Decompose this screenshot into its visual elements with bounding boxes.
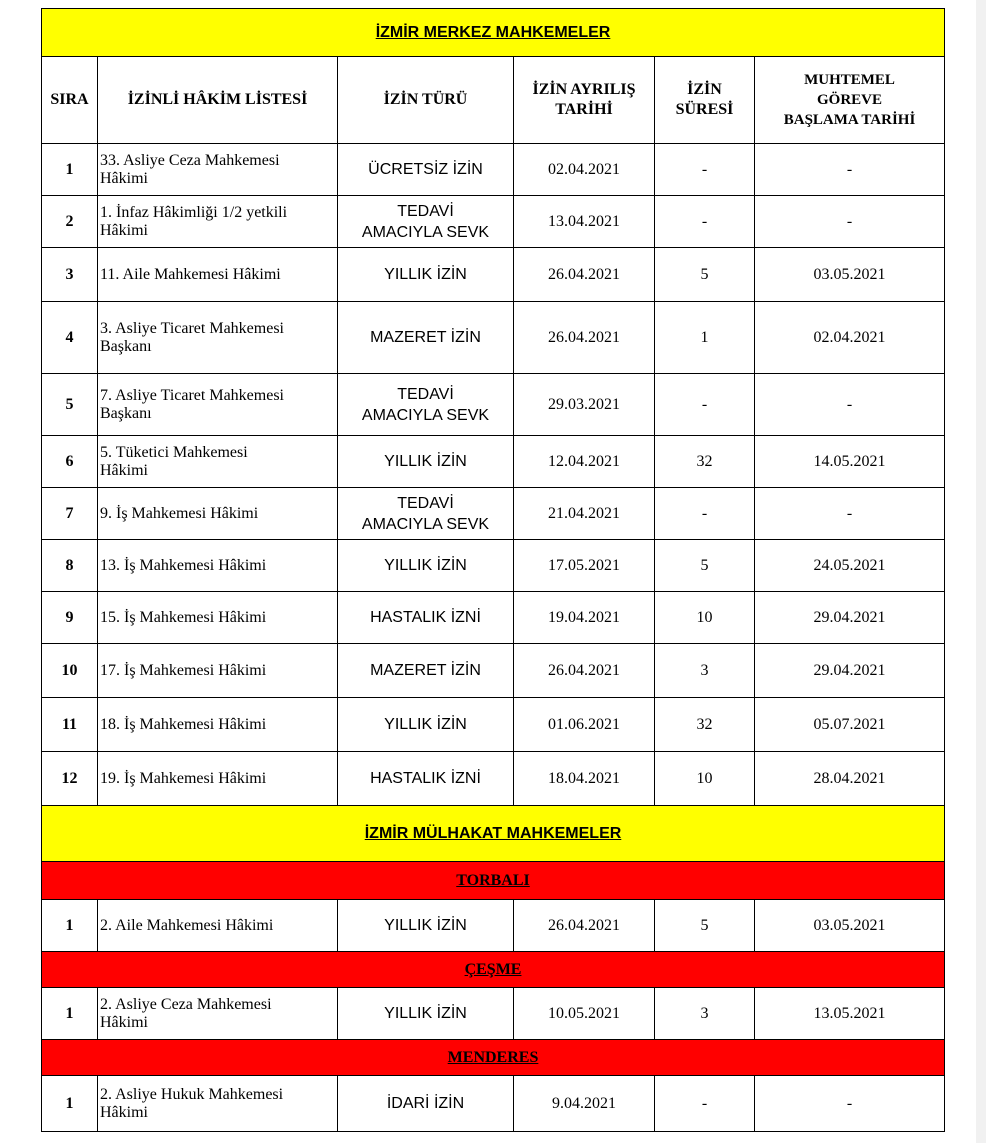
cell-izin-turu-line1: ÜCRETSİZ İZİN (368, 161, 483, 178)
cell-baslama-tarihi: - (755, 1076, 945, 1132)
cell-sira: 8 (42, 540, 98, 592)
section-banner-row (42, 862, 945, 900)
table-row (42, 248, 945, 302)
cell-mahkeme-line1: 3. Asliye Ticaret Mahkemesi (100, 319, 284, 337)
cell-mahkeme-line2: Başkanı (100, 404, 152, 422)
cell-mahkeme-line1: 11. Aile Mahkemesi Hâkimi (100, 265, 281, 283)
cell-mahkeme-line2: Hâkimi (100, 461, 148, 479)
cell-sira: 1 (42, 1076, 98, 1132)
merkez-title: İZMİR MERKEZ MAHKEMELER (42, 9, 945, 57)
cell-mahkeme (98, 900, 338, 952)
cell-mahkeme-line1: 17. İş Mahkemesi Hâkimi (100, 661, 267, 679)
cell-ayrilis-tarihi: 26.04.2021 (514, 900, 655, 952)
cell-mahkeme (98, 988, 338, 1040)
cell-mahkeme (98, 436, 338, 488)
header-sure-line2: SÜRESİ (675, 101, 734, 118)
cell-izin-turu-line1: HASTALIK İZNİ (370, 770, 481, 787)
cell-ayrilis-tarihi: 26.04.2021 (514, 644, 655, 698)
cell-izin-turu (338, 196, 514, 248)
cell-ayrilis-tarihi: 13.04.2021 (514, 196, 655, 248)
cell-sira: 2 (42, 196, 98, 248)
header-ayrilis-line2: TARİHİ (555, 101, 613, 118)
cell-izin-turu (338, 698, 514, 752)
header-baslama-line2: GÖREVE (817, 92, 883, 108)
cell-izin-turu-line1: MAZERET İZİN (370, 662, 481, 679)
cell-izin-turu-line1: YILLIK İZİN (384, 716, 467, 733)
cell-izin-turu-line1: TEDAVİ (397, 494, 454, 512)
cell-mahkeme (98, 644, 338, 698)
cell-mahkeme (98, 540, 338, 592)
cell-baslama-tarihi: 13.05.2021 (755, 988, 945, 1040)
header-baslama (755, 57, 945, 144)
cell-baslama-tarihi: 14.05.2021 (755, 436, 945, 488)
cell-izin-turu (338, 144, 514, 196)
cell-sira: 7 (42, 488, 98, 540)
table-row (42, 144, 945, 196)
header-sure-line1: İZİN (687, 81, 722, 98)
cell-sira: 5 (42, 374, 98, 436)
cell-mahkeme (98, 302, 338, 374)
cell-izin-turu (338, 374, 514, 436)
section-banner-row (42, 1040, 945, 1076)
cell-mahkeme (98, 752, 338, 806)
header-ayrilis (514, 57, 655, 144)
cell-baslama-tarihi: - (755, 488, 945, 540)
cell-izin-turu-line1: YILLIK İZİN (384, 453, 467, 470)
cell-mahkeme (98, 1076, 338, 1132)
cell-izin-suresi: 1 (655, 302, 755, 374)
cell-mahkeme-line1: 18. İş Mahkemesi Hâkimi (100, 715, 267, 733)
cell-ayrilis-tarihi: 18.04.2021 (514, 752, 655, 806)
cell-baslama-tarihi: 02.04.2021 (755, 302, 945, 374)
cell-izin-turu (338, 540, 514, 592)
cell-izin-suresi: - (655, 488, 755, 540)
cell-izin-suresi: - (655, 196, 755, 248)
cell-baslama-tarihi: 05.07.2021 (755, 698, 945, 752)
cell-sira: 1 (42, 988, 98, 1040)
header-baslama-line1: MUHTEMEL (804, 72, 895, 88)
cell-mahkeme-line1: 19. İş Mahkemesi Hâkimi (100, 769, 267, 787)
cell-mahkeme-line1: 33. Asliye Ceza Mahkemesi (100, 151, 280, 169)
cell-izin-turu-line1: HASTALIK İZNİ (370, 609, 481, 626)
cell-izin-turu-line2: AMACIYLA SEVK (361, 223, 490, 241)
cell-izin-turu-line2: AMACIYLA SEVK (361, 406, 490, 424)
cell-mahkeme-line2: Hâkimi (100, 1013, 148, 1031)
cell-izin-turu-line1: TEDAVİ (397, 202, 454, 220)
table-row (42, 988, 945, 1040)
cell-izin-turu (338, 302, 514, 374)
cell-ayrilis-tarihi: 19.04.2021 (514, 592, 655, 644)
section-title: MENDERES (42, 1040, 945, 1076)
table-row (42, 302, 945, 374)
cell-izin-turu-line1: YILLIK İZİN (384, 266, 467, 283)
cell-ayrilis-tarihi: 21.04.2021 (514, 488, 655, 540)
cell-mahkeme-line1: 2. Aile Mahkemesi Hâkimi (100, 916, 274, 934)
cell-mahkeme-line2: Hâkimi (100, 221, 148, 239)
cell-izin-turu (338, 248, 514, 302)
table-row (42, 1076, 945, 1132)
cell-mahkeme-line2: Hâkimi (100, 1103, 148, 1121)
cell-mahkeme-line1: 9. İş Mahkemesi Hâkimi (100, 504, 259, 522)
cell-mahkeme (98, 144, 338, 196)
cell-ayrilis-tarihi: 12.04.2021 (514, 436, 655, 488)
page-edge-shade (976, 0, 986, 1143)
cell-izin-turu-line2: AMACIYLA SEVK (361, 515, 490, 533)
cell-izin-suresi: - (655, 374, 755, 436)
merkez-banner-row (42, 9, 945, 57)
cell-izin-suresi: 10 (655, 752, 755, 806)
cell-izin-turu-line1: YILLIK İZİN (384, 557, 467, 574)
cell-ayrilis-tarihi: 10.05.2021 (514, 988, 655, 1040)
mulhakat-title: İZMİR MÜLHAKAT MAHKEMELER (42, 806, 945, 862)
cell-ayrilis-tarihi: 26.04.2021 (514, 302, 655, 374)
cell-izin-turu-line1: MAZERET İZİN (370, 329, 481, 346)
header-hakim: İZİNLİ HÂKİM LİSTESİ (98, 57, 338, 144)
cell-sira: 4 (42, 302, 98, 374)
header-sira: SIRA (42, 57, 98, 144)
cell-baslama-tarihi: 29.04.2021 (755, 592, 945, 644)
cell-izin-suresi: 5 (655, 540, 755, 592)
cell-izin-suresi: 3 (655, 988, 755, 1040)
cell-izin-turu-line1: YILLIK İZİN (384, 1005, 467, 1022)
cell-baslama-tarihi: - (755, 196, 945, 248)
cell-mahkeme (98, 248, 338, 302)
cell-izin-turu (338, 752, 514, 806)
cell-sira: 11 (42, 698, 98, 752)
table-row (42, 900, 945, 952)
cell-izin-suresi: 32 (655, 436, 755, 488)
cell-baslama-tarihi: - (755, 374, 945, 436)
cell-izin-turu-line1: İDARİ İZİN (386, 1095, 465, 1112)
cell-mahkeme (98, 592, 338, 644)
cell-baslama-tarihi: 29.04.2021 (755, 644, 945, 698)
cell-izin-turu (338, 592, 514, 644)
section-banner-row (42, 952, 945, 988)
cell-mahkeme-line2: Başkanı (100, 337, 152, 355)
cell-izin-suresi: - (655, 144, 755, 196)
cell-izin-suresi: 10 (655, 592, 755, 644)
cell-izin-turu (338, 900, 514, 952)
table-row (42, 436, 945, 488)
cell-sira: 10 (42, 644, 98, 698)
cell-mahkeme-line1: 13. İş Mahkemesi Hâkimi (100, 556, 267, 574)
cell-mahkeme-line1: 15. İş Mahkemesi Hâkimi (100, 608, 267, 626)
leave-table (41, 8, 945, 1132)
cell-mahkeme-line1: 7. Asliye Ticaret Mahkemesi (100, 386, 284, 404)
cell-ayrilis-tarihi: 02.04.2021 (514, 144, 655, 196)
cell-mahkeme (98, 374, 338, 436)
cell-mahkeme-line2: Hâkimi (100, 169, 148, 187)
header-baslama-line3: BAŞLAMA TARİHİ (783, 112, 916, 128)
cell-sira: 9 (42, 592, 98, 644)
cell-ayrilis-tarihi: 26.04.2021 (514, 248, 655, 302)
section-title: ÇEŞME (42, 952, 945, 988)
cell-izin-suresi: 5 (655, 248, 755, 302)
cell-izin-suresi: - (655, 1076, 755, 1132)
table-row (42, 752, 945, 806)
table-row (42, 698, 945, 752)
cell-mahkeme (98, 698, 338, 752)
cell-mahkeme-line1: 2. Asliye Ceza Mahkemesi (100, 995, 272, 1013)
cell-mahkeme (98, 488, 338, 540)
table-row (42, 488, 945, 540)
header-izin-turu: İZİN TÜRÜ (338, 57, 514, 144)
table-row (42, 374, 945, 436)
cell-ayrilis-tarihi: 01.06.2021 (514, 698, 655, 752)
cell-sira: 1 (42, 144, 98, 196)
cell-sira: 3 (42, 248, 98, 302)
cell-baslama-tarihi: 24.05.2021 (755, 540, 945, 592)
cell-mahkeme-line1: 2. Asliye Hukuk Mahkemesi (100, 1085, 284, 1103)
cell-baslama-tarihi: 03.05.2021 (755, 248, 945, 302)
header-sure (655, 57, 755, 144)
table-row (42, 540, 945, 592)
cell-ayrilis-tarihi: 9.04.2021 (514, 1076, 655, 1132)
cell-sira: 12 (42, 752, 98, 806)
cell-sira: 6 (42, 436, 98, 488)
cell-izin-suresi: 32 (655, 698, 755, 752)
cell-ayrilis-tarihi: 29.03.2021 (514, 374, 655, 436)
cell-izin-turu (338, 488, 514, 540)
table-row (42, 196, 945, 248)
cell-izin-suresi: 3 (655, 644, 755, 698)
section-title: TORBALI (42, 862, 945, 900)
cell-izin-turu-line1: TEDAVİ (397, 385, 454, 403)
cell-mahkeme-line1: 5. Tüketici Mahkemesi (100, 443, 248, 461)
cell-ayrilis-tarihi: 17.05.2021 (514, 540, 655, 592)
cell-mahkeme (98, 196, 338, 248)
table-row (42, 592, 945, 644)
mulhakat-banner-row (42, 806, 945, 862)
header-ayrilis-line1: İZİN AYRILIŞ (532, 81, 636, 98)
table-row (42, 644, 945, 698)
cell-baslama-tarihi: 03.05.2021 (755, 900, 945, 952)
cell-izin-turu (338, 644, 514, 698)
cell-sira: 1 (42, 900, 98, 952)
cell-izin-turu-line1: YILLIK İZİN (384, 917, 467, 934)
cell-izin-turu (338, 988, 514, 1040)
cell-izin-turu (338, 1076, 514, 1132)
cell-baslama-tarihi: - (755, 144, 945, 196)
cell-izin-suresi: 5 (655, 900, 755, 952)
header-row (42, 57, 945, 144)
cell-izin-turu (338, 436, 514, 488)
cell-baslama-tarihi: 28.04.2021 (755, 752, 945, 806)
cell-mahkeme-line1: 1. İnfaz Hâkimliği 1/2 yetkili (100, 203, 288, 221)
